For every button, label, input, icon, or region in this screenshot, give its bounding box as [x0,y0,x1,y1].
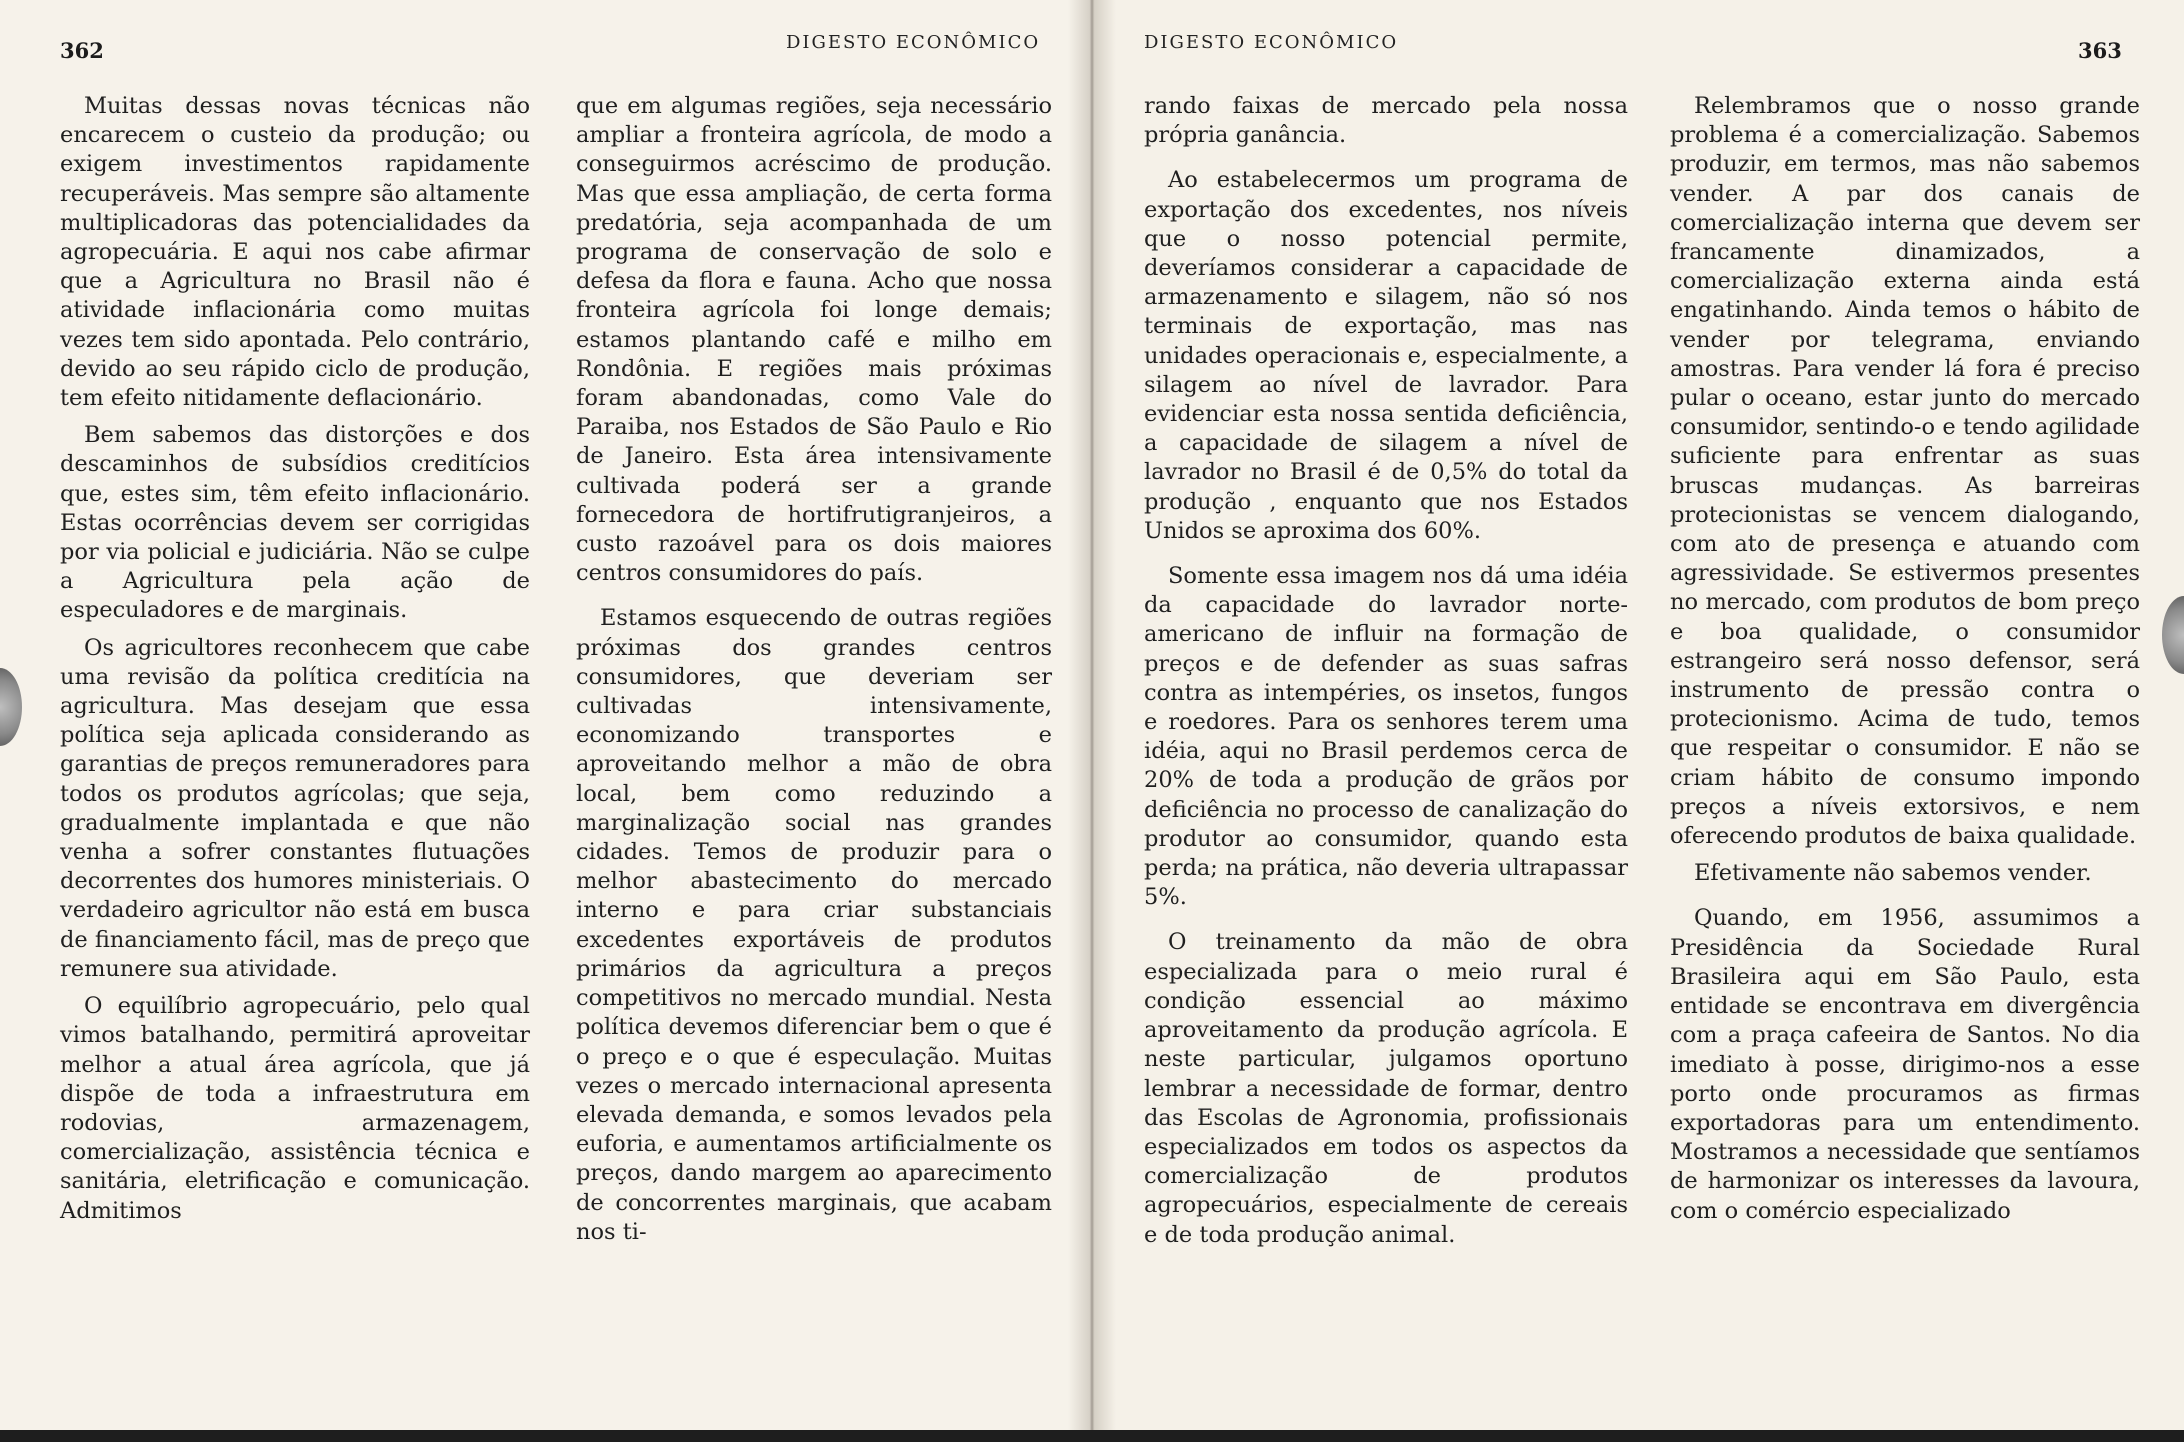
paragraph: Relembramos que o nosso grande problema é a comercialização. Sabemos produzir, em termos, mas não sabemos vender. A par dos canais de comercialização interna que devem ser francamente dinamizados, a comercialização externa ainda está engatinhando. Ainda temos o hábito de vender por telegrama, enviando amostras. Para vender lá fora é preciso pular o oceano, estar junto do mercado consumidor, sentindo-o e tendo agilidade suficiente para enfrentar as suas bruscas mudanças. As barreiras protecionistas se vencem dialogando, com ato de presença e atuando com agressividade. Se estivermos presentes no mercado, com produtos de bom preço e boa qualidade, o consumidor estrangeiro será nosso defensor, será instrumento de pressão contra o protecionismo. Acima de tudo, temos que respeitar o consumidor. E não se criam hábito de consumo impondo preços a níveis extorsivos, e nem oferecendo produtos de baixa qualidade. [1670,93,2140,850]
book-gutter [1068,0,1116,1430]
paragraph: rando faixas de mercado pela nossa própria ganância. [1144,93,1628,149]
binding-hole-right [2162,596,2184,674]
paragraph: O treinamento da mão de obra especializada para o meio rural é condição essencial ao máximo aproveitamento da produção agrícola. E neste particular, julgamos oportuno lembrar a necessidade de formar, dentro das Escolas de Agronomia, profissionais especializados em todos os aspectos da comercialização de produtos agropecuários, especialmente de cereais e de toda produção animal. [1144,929,1628,1248]
binding-hole-left [0,668,22,746]
left-column-1 [60,92,530,1234]
paragraph: Bem sabemos das distorções e dos descaminhos de subsídios creditícios que, estes sim, têm efeito inflacionário. Estas ocorrências devem ser corrigidas por via policial e judiciária. Não se culpe a Agricultura pela ação de especuladores e de marginais. [60,422,530,624]
right-column-2 [1670,92,2140,1234]
left-column-2 [576,92,1052,1255]
paragraph: Os agricultores reconhecem que cabe uma revisão da política creditícia na agricultura. Mas desejam que essa política seja aplicada considerando as garantias de preços remuneradores para todos os produtos agrícolas; que seja, gradualmente implantada e que não venha a sofrer constantes flutuações decorrentes dos humores ministeriais. O verdadeiro agricultor não está em busca de financiamento fácil, mas de preço que remunere sua atividade. [60,634,530,982]
right-column-1 [1144,92,1628,1258]
paragraph: Quando, em 1956, assumimos a Presidência da Sociedade Rural Brasileira aqui em São Paulo, esta entidade se encontrava em divergência com a praça cafeeira de Santos. No dia imediato à posse, dirigimo-nos a esse porto onde procuramos as firmas exportadoras para um entendimento. Mostramos a necessidade que sentíamos de harmonizar os interesses da lavoura, com o comércio especializado [1670,905,2140,1224]
paragraph: que em algumas regiões, seja necessário ampliar a fronteira agrícola, de modo a conseguirmos acréscimo de produção. Mas que essa ampliação, de certa forma predatória, seja acompanhada de um programa de conservação de solo e defesa da flora e fauna. Acho que nossa fronteira agrícola foi longe demais; estamos plantando café e milho em Rondônia. E regiões mais próximas foram abandonadas, como Vale do Paraiba, nos Estados de São Paulo e Rio de Janeiro. Esta área intensivamente cultivada poderá ser a grande fornecedora de hortifrutigranjeiros, a custo razoável para os dois maiores centros consumidores do país. [576,93,1052,587]
paragraph: O equilíbrio agropecuário, pelo qual vimos batalhando, permitirá aproveitar melhor a atual área agrícola, que já dispõe de toda a infraestrutura em rodovias, armazenagem, comercialização, assistência técnica e sanitária, eletrificação e comunicação. Admitimos [60,993,530,1224]
paragraph: Somente essa imagem nos dá uma idéia da capacidade do lavrador norte-americano de influir na formação de preços e de defender as suas safras contra as intempéries, os insetos, fungos e roedores. Para os senhores terem uma idéia, aqui no Brasil perdemos cerca de 20% de toda a produção de grãos por deficiência no processo de canalização do produtor ao consumidor, quando esta perda; na prática, não deveria ultrapassar 5%. [1144,563,1628,911]
page-number-left: 362 [60,38,104,63]
page-number-right: 363 [2078,38,2122,63]
scan-bottom-edge [0,1430,2184,1442]
paragraph: Ao estabelecermos um programa de exportação dos excedentes, nos níveis que o nosso potencial permite, deveríamos considerar a capacidade de armazenamento e silagem, não só nos terminais de exportação, mas nas unidades operacionais e, especialmente, a silagem ao nível de lavrador. Para evidenciar esta nossa sentida deficiência, a capacidade de silagem a nível de lavrador no Brasil é de 0,5% do total da produção , enquanto que nos Estados Unidos se aproxima dos 60%. [1144,167,1628,544]
running-head-right: DIGESTO ECONÔMICO [1144,32,1399,53]
paragraph: Estamos esquecendo de outras regiões próximas dos grandes centros consumidores, que deveriam ser cultivadas intensivamente, economizando transportes e aproveitando melhor a mão de obra local, bem como reduzindo a marginalização social nas grandes cidades. Temos de produzir para o melhor abastecimento do mercado interno e para criar substanciais excedentes exportáveis de produtos primários da agricultura a preços competitivos no mercado mundial. Nesta política devemos diferenciar bem o que é o preço e o que é especulação. Muitas vezes o mercado internacional apresenta elevada demanda, e somos levados pela euforia, e aumentamos artificialmente os preços, dando margem ao aparecimento de concorrentes marginais, que acabam nos ti- [576,605,1052,1245]
right-page [1092,0,2184,1430]
running-head-left: DIGESTO ECONÔMICO [786,32,1041,53]
left-page [0,0,1092,1430]
paragraph: Efetivamente não sabemos vender. [1694,860,2092,887]
paragraph: Muitas dessas novas técnicas não encarecem o custeio da produção; ou exigem investimentos rapidamente recuperáveis. Mas sempre são altamente multiplicadoras das potencialidades da agropecuária. E aqui nos cabe afirmar que a Agricultura no Brasil não é atividade inflacionária como muitas vezes tem sido apontada. Pelo contrário, devido ao seu rápido ciclo de produção, tem efeito nitidamente deflacionário. [60,93,530,412]
